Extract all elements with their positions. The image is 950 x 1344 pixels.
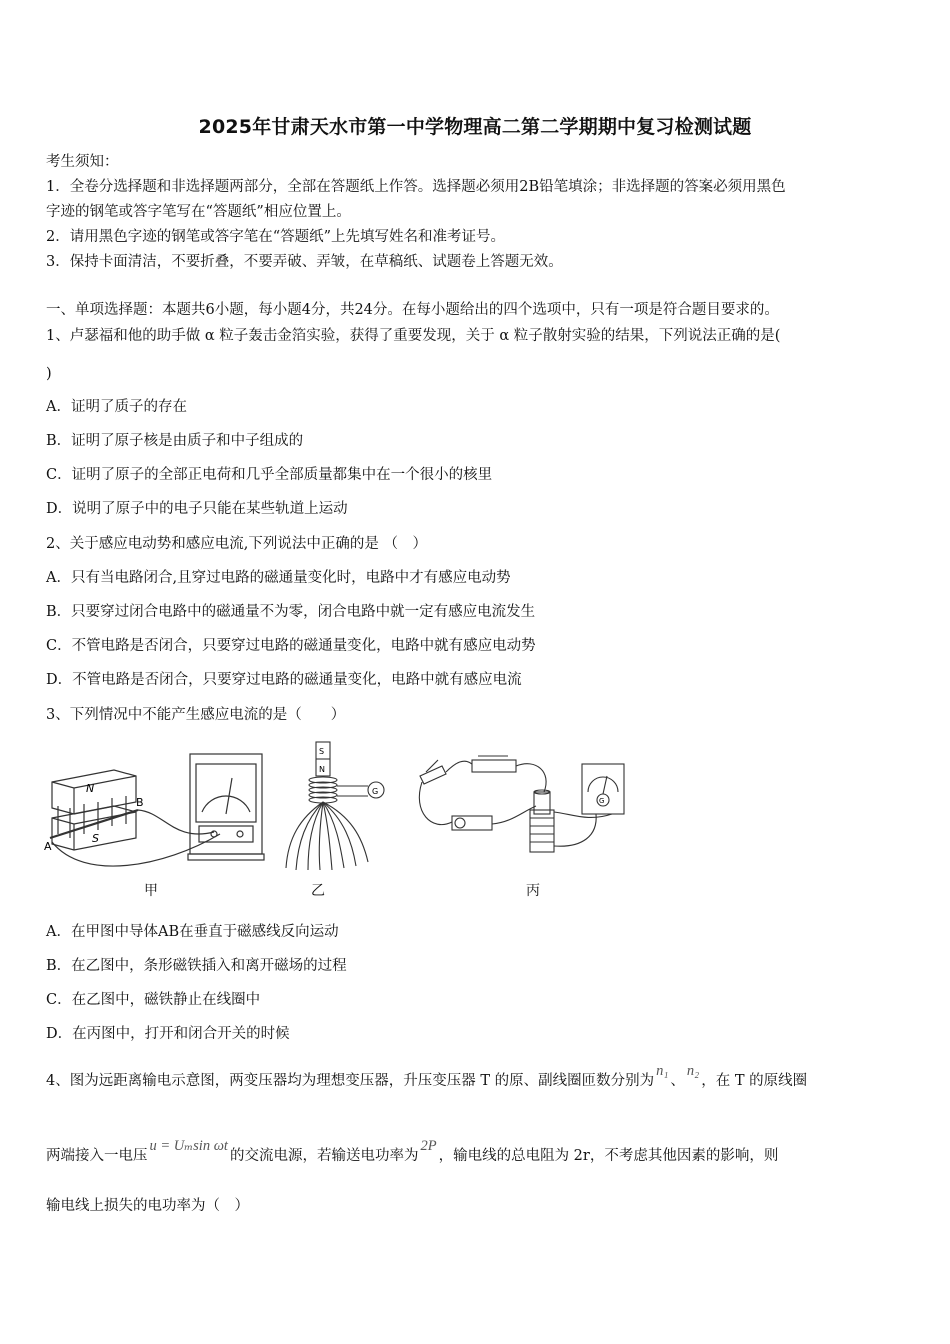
- label-a: A: [44, 840, 52, 853]
- figure-label-yi: 乙: [311, 883, 325, 899]
- figure-label-jia: 甲: [144, 883, 158, 899]
- q4-n1: n₁: [656, 1063, 669, 1079]
- option-c: C．不管电路是否闭合，只要穿过电路的磁通量变化，电路中就有感应电动势: [46, 638, 536, 654]
- figure-label-bing: 丙: [526, 883, 540, 899]
- question-4-line-1: [46, 1063, 808, 1091]
- question-2-stem: 2、关于感应电动势和感应电流,下列说法中正确的是 （ ）: [46, 536, 427, 552]
- option-a: A．只有当电路闭合,且穿过电路的磁通量变化时，电路中才有感应电动势: [46, 570, 511, 586]
- option-d: D．不管电路是否闭合，只要穿过电路的磁通量变化，电路中就有感应电流: [46, 672, 522, 688]
- magnet-n: N: [319, 765, 325, 774]
- label-b: B: [136, 796, 144, 809]
- q4-sep: 、: [670, 1073, 685, 1089]
- galvanometer-g: G: [599, 797, 605, 805]
- figure-bing: [412, 752, 634, 864]
- q4-text: ，在 T 的原线圈: [701, 1073, 808, 1089]
- q4-text: 4、图为远距离输电示意图，两变压器均为理想变压器，升压变压器 T 的原、副线圈匝数分别为: [46, 1073, 655, 1089]
- question-4-line-3: 输电线上损失的电功率为（ ）: [46, 1198, 249, 1214]
- q4-text: 的交流电源，若输送电功率为: [229, 1148, 419, 1164]
- magnet-s: S: [319, 747, 325, 756]
- q4-text: ，输电线的总电阻为 2r，不考虑其他因素的影响，则: [438, 1148, 779, 1164]
- q4-n2: n₂: [686, 1063, 700, 1079]
- question-4-line-2: [46, 1138, 779, 1166]
- galvanometer-g: G: [372, 787, 379, 796]
- notice-item: 2．请用黑色字迹的钢笔或答字笔在“答题纸”上先填写姓名和准考证号。: [46, 229, 506, 245]
- page-title: 2025年甘肃天水市第一中学物理高二第二学期期中复习检测试题: [198, 116, 752, 138]
- notice-item: 字迹的钢笔或答字笔写在“答题纸”相应位置上。: [46, 204, 351, 220]
- option-d: D．在丙图中，打开和闭合开关的时候: [46, 1026, 290, 1042]
- option-b: B．证明了原子核是由质子和中子组成的: [46, 433, 304, 449]
- q4-text: 两端接入一电压: [46, 1148, 148, 1164]
- option-b: B．在乙图中，条形磁铁插入和离开磁场的过程: [46, 958, 347, 974]
- question-1-stem: 1、卢瑟福和他的助手做 α 粒子轰击金箔实验，获得了重要发现，关于 α 粒子散射实验的结果，下列说法正确的是(: [46, 328, 781, 344]
- notice-heading: 考生须知：: [46, 154, 119, 170]
- label-n: N: [86, 782, 95, 795]
- option-d: D．说明了原子中的电子只能在某些轨道上运动: [46, 501, 348, 517]
- option-c: C．证明了原子的全部正电荷和几乎全部质量都集中在一个很小的核里: [46, 467, 493, 483]
- section-heading: 一、单项选择题：本题共6小题，每小题4分，共24分。在每小题给出的四个选项中，只有一项是符合题目要求的。: [46, 302, 779, 318]
- question-1-stem-end: ): [46, 366, 52, 382]
- q4-voltage: u = Uₘsin ωt: [149, 1138, 228, 1154]
- option-a: A．证明了质子的存在: [46, 399, 187, 415]
- option-c: C．在乙图中，磁铁静止在线圈中: [46, 992, 261, 1008]
- figure-jia: [44, 742, 274, 872]
- figure-yi: [280, 738, 400, 873]
- label-s: S: [92, 832, 99, 845]
- question-3-stem: 3、下列情况中不能产生感应电流的是（ ）: [46, 707, 346, 723]
- q4-power: 2P: [420, 1138, 437, 1154]
- option-a: A．在甲图中导体AB在垂直于磁感线反向运动: [46, 924, 339, 940]
- option-b: B．只要穿过闭合电路中的磁通量不为零，闭合电路中就一定有感应电流发生: [46, 604, 536, 620]
- notice-item: 3．保持卡面清洁，不要折叠，不要弄破、弄皱，在草稿纸、试题卷上答题无效。: [46, 254, 563, 270]
- notice-item: 1．全卷分选择题和非选择题两部分，全部在答题纸上作答。选择题必须用2B铅笔填涂；非选择题的答案必须用黑色: [46, 179, 786, 195]
